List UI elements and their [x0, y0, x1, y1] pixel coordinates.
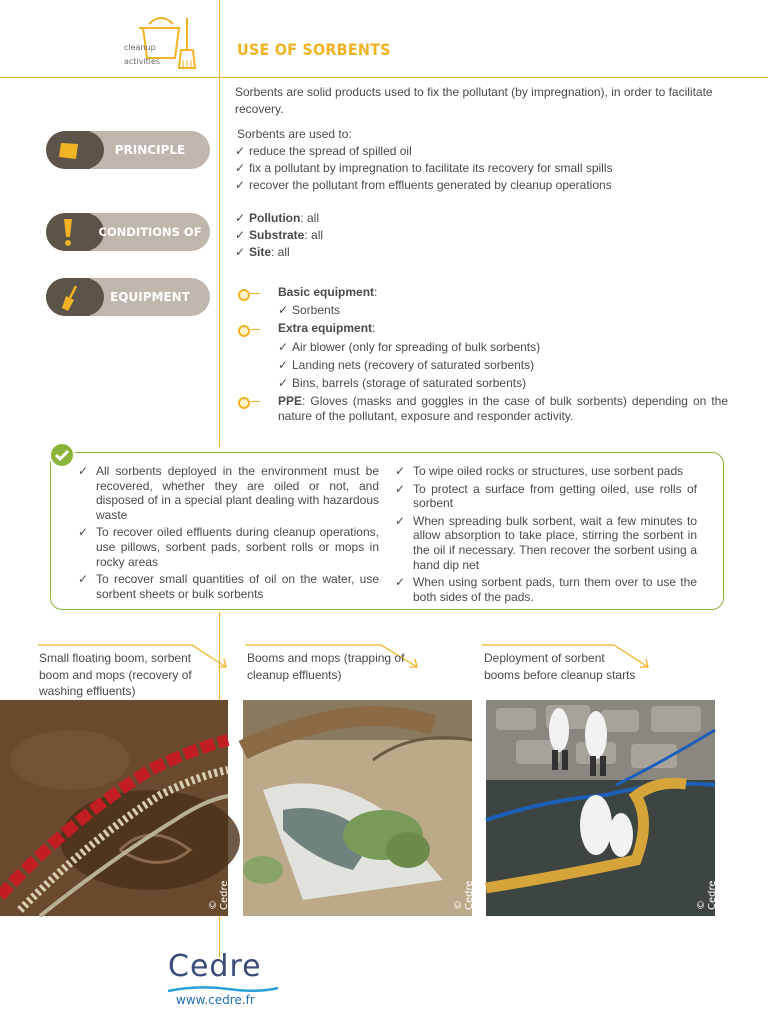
tip-item: ✓ To recover oiled effluents during cleanup operations, use pillows, sorbent pads, sorbent rolls or mops in rocky areas [78, 525, 379, 569]
bullet-icon [238, 396, 260, 406]
vertical-divider-top [219, 0, 220, 447]
category-label-line2: activities [124, 57, 161, 66]
principle-pill [46, 131, 210, 169]
exclamation-icon [62, 217, 74, 250]
principle-item: ✓ recover the pollutant from effluents generated by cleanup operations [235, 178, 612, 192]
photo-caption-3: Deployment of sorbent booms before cleanup starts [484, 651, 636, 682]
intro-text: Sorbents are solid products used to fix the pollutant (by impregnation), in order to facilitate recovery. [235, 85, 713, 116]
bullet-icon [238, 288, 260, 298]
header-divider [0, 77, 768, 78]
photo-credit: © Cedre [208, 880, 230, 910]
principle-item: ✓ fix a pollutant by impregnation to facilitate its recovery for small spills [235, 161, 613, 175]
condition-item: ✓ Pollution: all [235, 211, 320, 225]
condition-item: ✓ Substrate: all [235, 228, 324, 242]
tip-item: ✓ When spreading bulk sorbent, wait a few minutes to allow absorption to take place, stirring the sorbent in the oil if necessary. Then recover the sorbent using a hand dip net [395, 513, 697, 572]
photo-credit: © Cedre [453, 880, 475, 910]
extra-equipment-item: ✓ Air blower (only for spreading of bulk sorbents) [278, 339, 541, 354]
principle-lead: Sorbents are used to: [237, 127, 352, 141]
ppe-item: PPE: Gloves (masks and goggles in the case of bulk sorbents) depending on the nature of the pollutant, exposure and responder activity. [238, 394, 728, 423]
basic-equipment-item: ✓ Sorbents [278, 303, 341, 318]
tip-item: ✓ To wipe oiled rocks or structures, use sorbent pads [395, 464, 684, 478]
principle-content [235, 126, 735, 194]
conditions-content [235, 210, 735, 261]
photo-booms-mops [243, 700, 475, 916]
equipment-pill [46, 278, 210, 316]
extra-equipment-title: Extra equipment: [238, 319, 728, 337]
photo-caption-1: Small floating boom, sorbent boom and mops (recovery of washing effluents) [39, 651, 192, 698]
logo-text: Cedre [168, 949, 262, 984]
tip-item: ✓ To recover small quantities of oil on the water, use sorbent sheets or bulk sorbents [78, 572, 379, 601]
cedre-logo [168, 950, 278, 998]
tips-right-column [395, 464, 697, 607]
tip-item: ✓ When using sorbent pads, turn them over to use the both sides of the pads. [395, 575, 697, 604]
photo-caption-2: Booms and mops (trapping of cleanup effluents) [247, 651, 405, 682]
category-label-line1: cleanup [124, 43, 156, 52]
condition-item: ✓ Site: all [235, 245, 290, 259]
tip-item: ✓ To protect a surface from getting oiled, use rolls of sorbent [395, 481, 697, 511]
tips-left-column [78, 464, 379, 604]
equipment-content [238, 283, 728, 423]
photo-credit: © Cedre [696, 880, 718, 910]
bullet-icon [238, 324, 260, 334]
extra-equipment-item: ✓ Bins, barrels (storage of saturated sorbents) [278, 376, 527, 391]
basic-equipment-title: Basic equipment: [238, 283, 728, 301]
page-title: USE OF SORBENTS [237, 40, 391, 59]
equipment-label: EQUIPMENT [110, 290, 190, 304]
principle-label: PRINCIPLE [114, 143, 186, 157]
sticky-note-icon [58, 141, 80, 164]
checkmark-circle-icon [49, 442, 75, 468]
principle-item: ✓ reduce the spread of spilled oil [235, 144, 412, 158]
website-link[interactable]: www.cedre.fr [176, 993, 255, 1007]
extra-equipment-item: ✓ Landing nets (recovery of saturated sorbents) [278, 357, 535, 372]
conditions-label: CONDITIONS OF USE [98, 225, 202, 277]
conditions-pill [46, 213, 210, 277]
photo-sorbent-booms-deployment [486, 700, 718, 916]
photo-floating-boom [0, 700, 228, 916]
tip-item: ✓ All sorbents deployed in the environment must be recovered, whether they are oiled or not, and disposed of in a special plant dealing with hazardous waste [78, 464, 379, 522]
shovel-icon [60, 284, 80, 315]
